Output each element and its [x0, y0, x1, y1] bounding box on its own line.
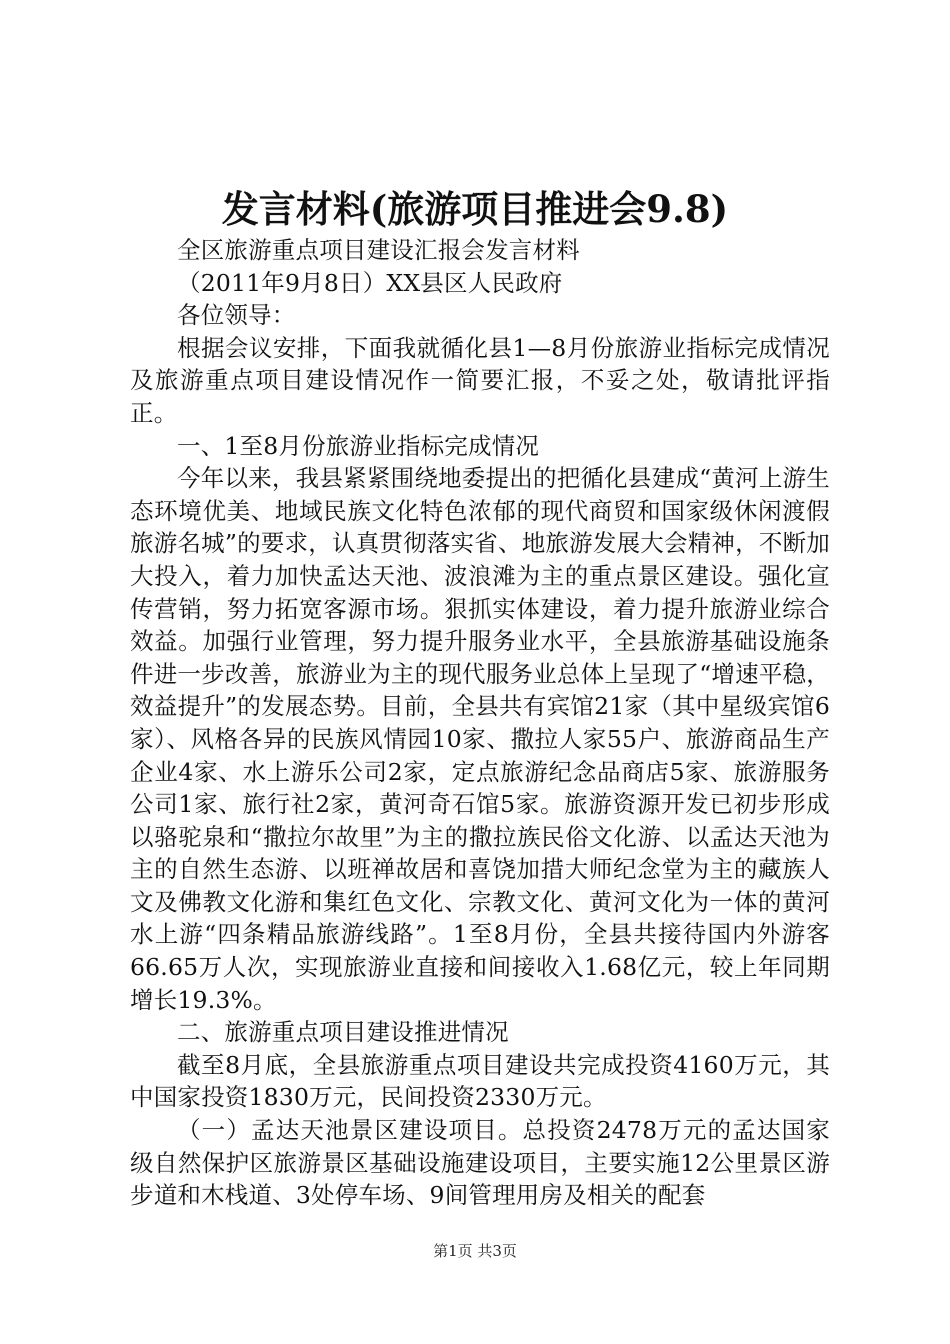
subsection-1-paragraph: （一）孟达天池景区建设项目。总投资2478万元的孟达国家级自然保护区旅游景区基础设施建设项目，主要实施12公里景区游步道和木栈道、3处停车场、9间管理用房及相关的配套	[130, 1116, 830, 1210]
document-title: 发言材料(旅游项目推进会9.8)	[221, 187, 729, 231]
section-heading-1: 一、1至8月份旅游业指标完成情况	[177, 431, 540, 460]
section-2-paragraph: 截至8月底，全县旅游重点项目建设共完成投资4160万元，其中国家投资1830万元，民间投资2330万元。	[130, 1050, 830, 1112]
subtitle-paragraph: 全区旅游重点项目建设汇报会发言材料	[177, 236, 580, 264]
date-issuer-paragraph: （2011年9月8日）XX县区人民政府	[177, 268, 563, 297]
document-body	[130, 234, 830, 1212]
page-footer: 第1页 共3页	[433, 1242, 517, 1260]
section-heading-2: 二、旅游重点项目建设推进情况	[177, 1018, 509, 1047]
salutation-paragraph: 各位领导：	[177, 301, 296, 330]
section-1-paragraph: 今年以来，我县紧紧围绕地委提出的把循化县建成“黄河上游生态环境优美、地域民族文化特色浓郁的现代商贸和国家级休闲渡假旅游名城”的要求，认真贯彻落实省、地旅游发展大会精神，不断加大投入，着力加快孟达天池、波浪滩为主的重点景区建设。强化宣传营销，努力拓宽客源市场。狠抓实体建设，着力提升旅游业综合效益。加强行业管理，努力提升服务业水平，全县旅游基础设施条件进一步改善，旅游业为主的现代服务业总体上呈现了“增速平稳，效益提升”的发展态势。目前，全县共有宾馆21家（其中星级宾馆6家）、风格各异的民族风情园10家、撒拉人家55户、旅游商品生产企业4家、水上游乐公司2家，定点旅游纪念品商店5家、旅游服务公司1家、旅行社2家，黄河奇石馆5家。旅游资源开发已初步形成以骆驼泉和“撒拉尔故里”为主的撒拉族民俗文化游、以孟达天池为主的自然生态游、以班禅故居和喜饶加措大师纪念堂为主的藏族人文及佛教文化游和集红色文化、宗教文化、黄河文化为一体的黄河水上游“四条精品旅游线路”。1至8月份，全县共接待国内外游客66.65万人次，实现旅游业直接和间接收入1.68亿元，较上年同期增长19.3%。	[130, 464, 830, 1014]
intro-paragraph: 根据会议安排，下面我就循化县1—8月份旅游业指标完成情况及旅游重点项目建设情况作一简要汇报，不妥之处，敬请批评指正。	[130, 333, 830, 427]
